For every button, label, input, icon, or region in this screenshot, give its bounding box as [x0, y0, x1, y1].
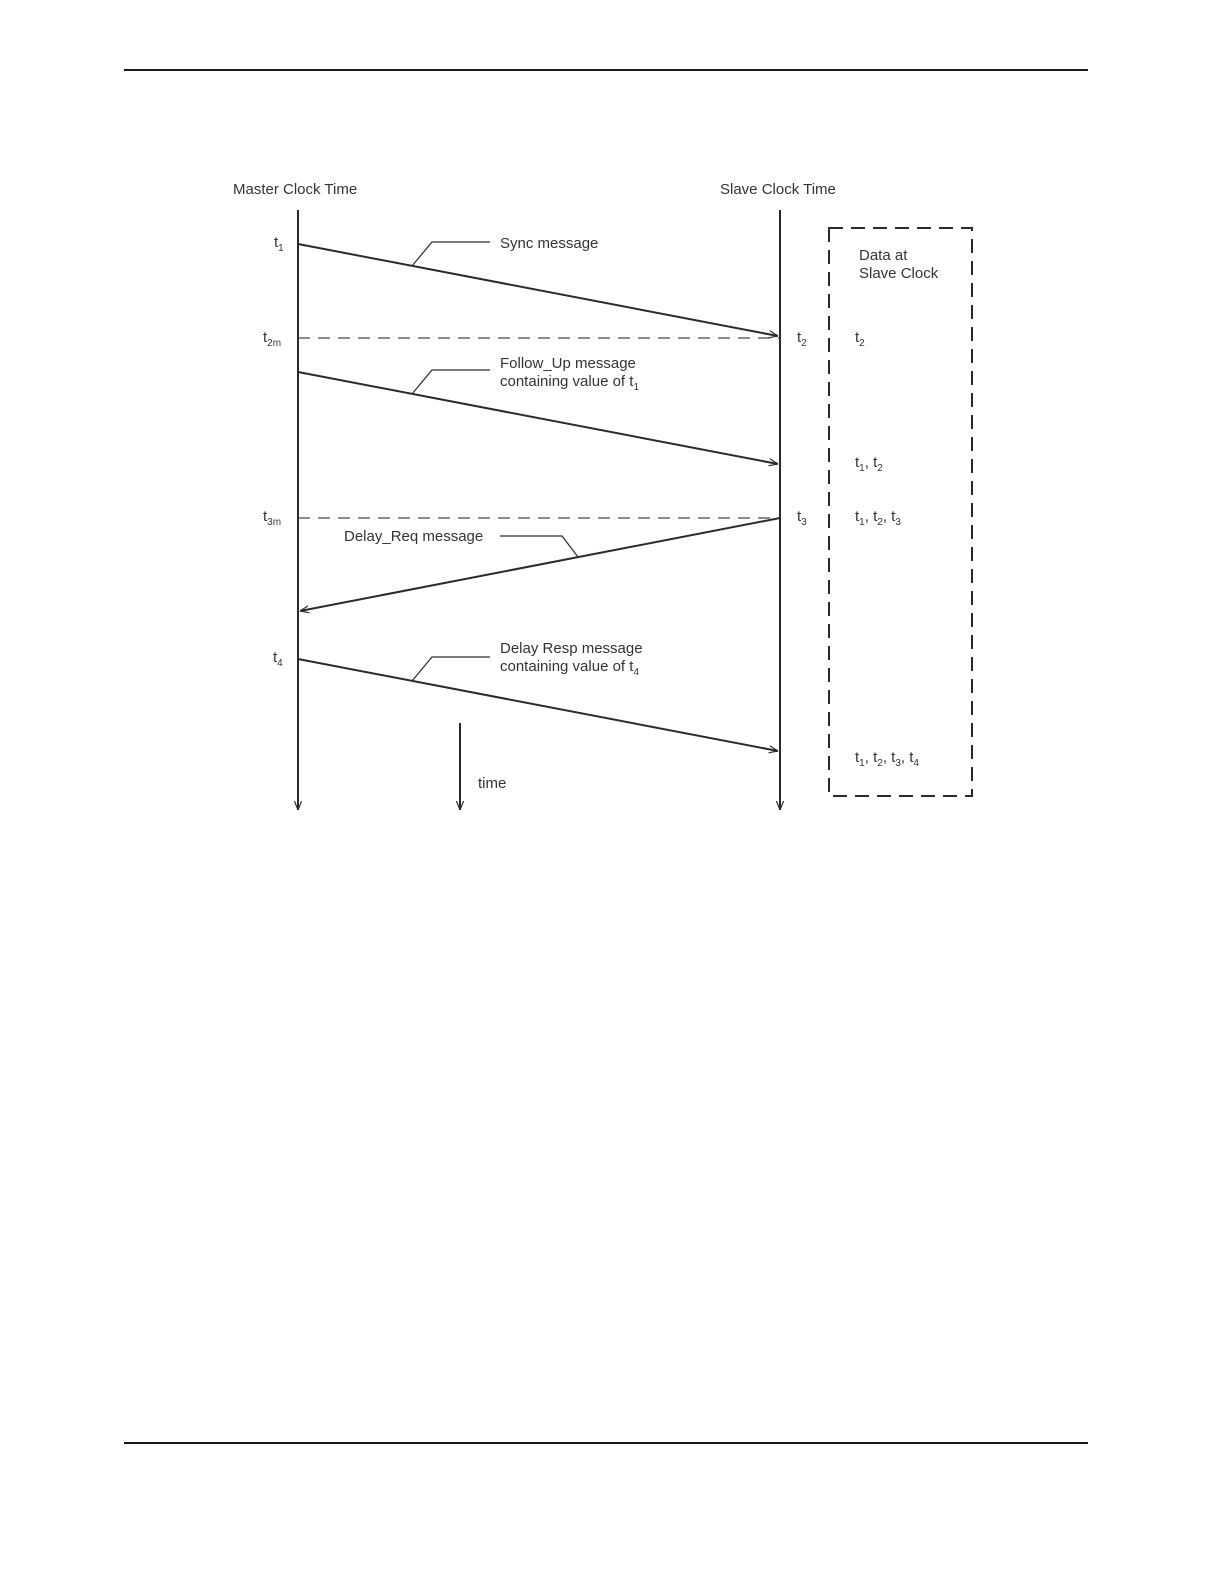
delay-resp-label-line1: Delay Resp message [500, 640, 643, 657]
delay-req-label: Delay_Req message [344, 528, 484, 545]
master-label-t3m: $t_{3m}$ [263, 508, 282, 528]
sync-message-leader [412, 242, 490, 266]
master-label-t4: $t_4$ [273, 649, 283, 669]
slave-data-box [829, 228, 972, 796]
data-box-row: $t_2$ [855, 329, 865, 349]
master-clock-header: Master Clock Time [233, 181, 358, 198]
slave-label-t2: $t_2$ [797, 329, 807, 349]
master-label-t1: $t_1$ [274, 234, 284, 254]
data-box-title-line2: Slave Clock [859, 265, 939, 282]
sync-message-arrow [298, 244, 778, 336]
master-label-t2m: $t_{2m}$ [263, 329, 282, 349]
time-label: time [478, 775, 507, 792]
delay-resp-label-line2: containing value of $t_4$ [500, 658, 639, 678]
data-box-row: $t_1$, $t_2$, $t_3$ [855, 508, 901, 528]
data-box-rows [855, 329, 919, 769]
follow-up-label-line2: containing value of $t_1$ [500, 373, 639, 393]
follow-up-message-leader [412, 370, 490, 394]
slave-clock-header: Slave Clock Time [720, 181, 836, 198]
data-box-row: $t_1$, $t_2$ [855, 454, 883, 474]
data-box-row: $t_1$, $t_2$, $t_3$, $t_4$ [855, 749, 919, 769]
sync-message-label: Sync message [500, 235, 599, 252]
delay-req-message-leader [500, 536, 578, 557]
delay-resp-message-leader [412, 657, 490, 681]
data-box-title-line1: Data at [859, 247, 908, 264]
slave-label-t3: $t_3$ [797, 508, 807, 528]
follow-up-label-line1: Follow_Up message [500, 355, 636, 372]
